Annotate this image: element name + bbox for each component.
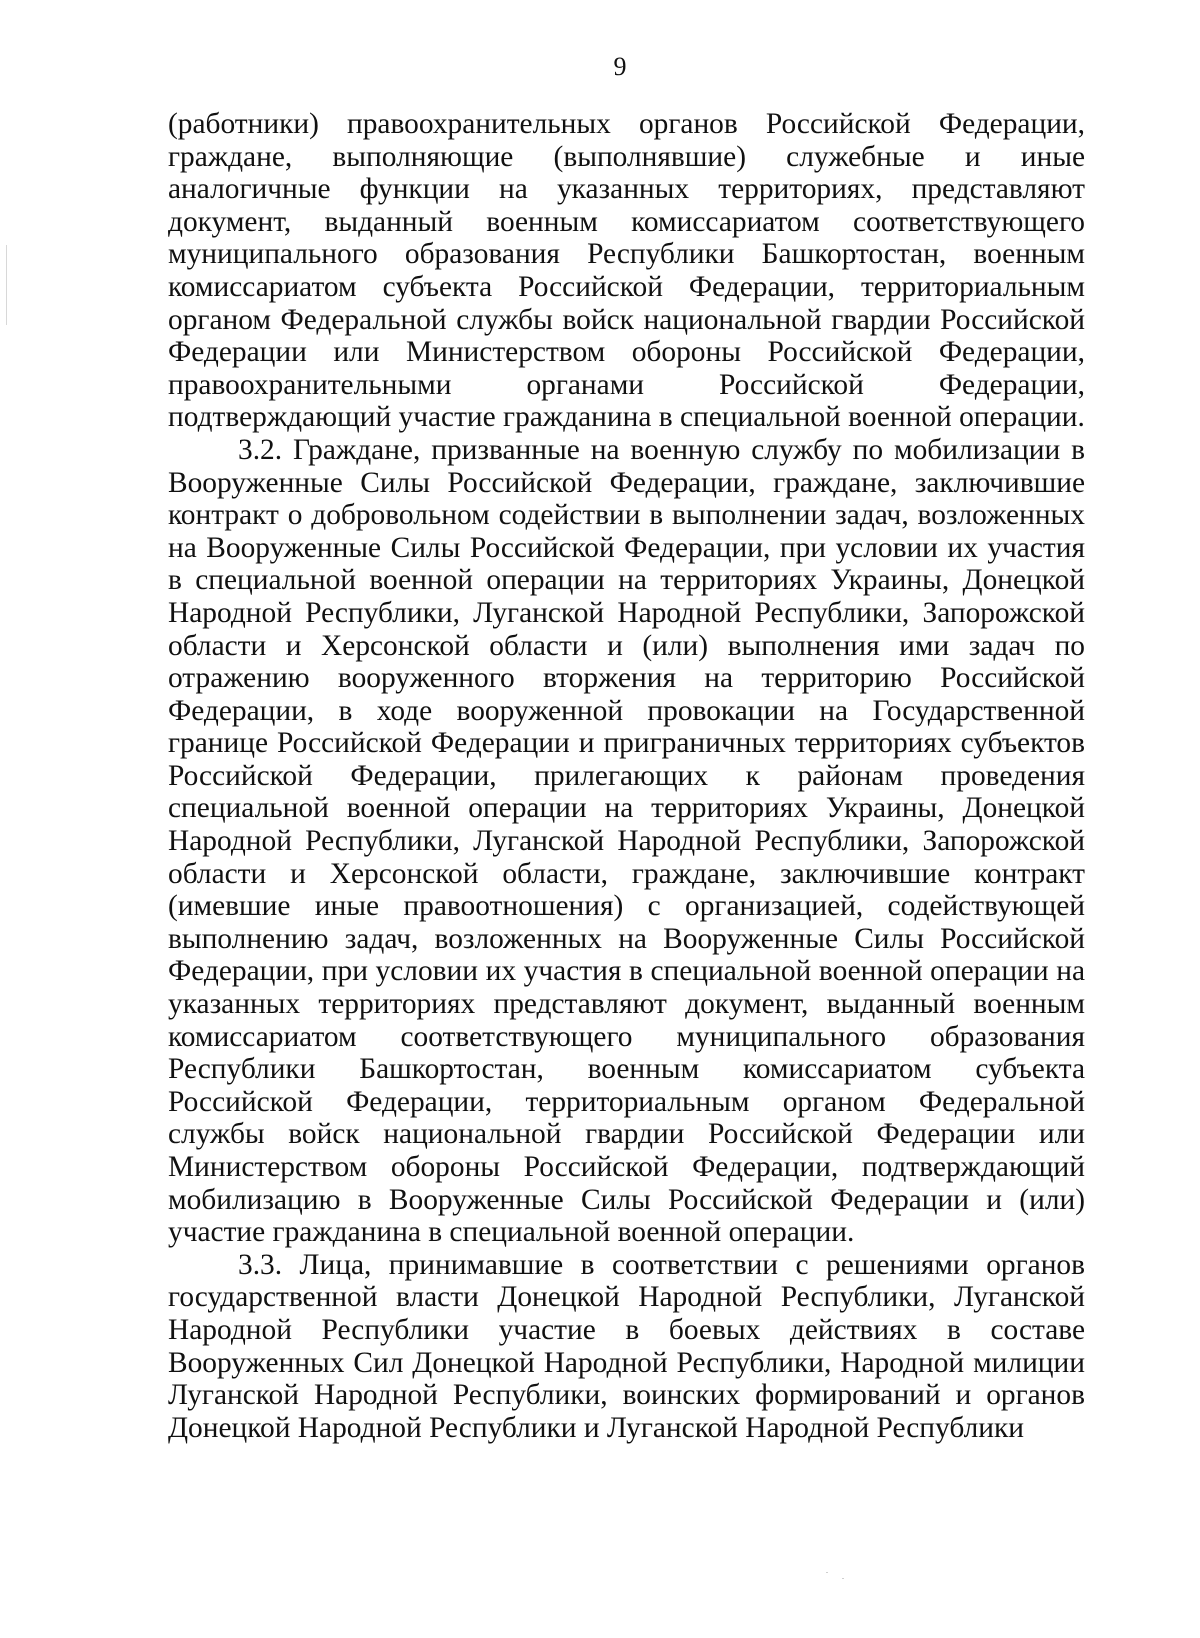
document-body <box>168 108 1085 1444</box>
scan-speck <box>826 1572 828 1573</box>
paragraph-3-3: 3.3. Лица, принимавшие в соответствии с решениями органов государственной власти Донецкой Народной Республики, Луганской Народной Республики участие в боевых действиях в составе Вооруженных Сил Донецкой Народной Республики, Народной милиции Луганской Народной Республики, воинских формирований и органов Донецкой Народной Республики и Луганской Народной Республики <box>168 1248 1085 1444</box>
paragraph-3-2: 3.2. Граждане, призванные на военную службу по мобилизации в Вооруженные Силы Российской Федерации, граждане, заключившие контракт о добровольном содействии в выполнении задач, возложенных на Вооруженные Силы Российской Федерации, при условии их участия в специальной военной операции на территориях Украины, Донецкой Народной Республики, Луганской Народной Республики, Запорожской области и Херсонской области и (или) выполнения ими задач по отражению вооруженного вторжения на территорию Российской Федерации, в ходе вооруженной провокации на Государственной границе Российской Федерации и приграничных территориях субъектов Российской Федерации, прилегающих к районам проведения специальной военной операции на территориях Украины, Донецкой Народной Республики, Луганской Народной Республики, Запорожской области и Херсонской области, граждане, заключившие контракт (имевшие иные правоотношения) с организацией, содействующей выполнению задач, возложенных на Вооруженные Силы Российской Федерации, при условии их участия в специальной военной операции на указанных территориях представляют документ, выданный военным комиссариатом соответствующего муниципального образования Республики Башкортостан, военным комиссариатом субъекта Российской Федерации, территориальным органом Федеральной службы войск национальной гвардии Российской Федерации или Министерством обороны Российской Федерации, подтверждающий мобилизацию в Вооруженные Силы Российской Федерации и (или) участие гражданина в специальной военной операции. <box>168 433 1085 1249</box>
paragraph-continuation: (работники) правоохранительных органов Российской Федерации, граждане, выполняющие (выполнявшие) служебные и иные аналогичные функции на указанных территориях, представляют документ, выданный военным комиссариатом соответствующего муниципального образования Республики Башкортостан, военным комиссариатом субъекта Российской Федерации, территориальным органом Федеральной службы войск национальной гвардии Российской Федерации или Министерством обороны Российской Федерации, правоохранительными органами Российской Федерации, подтверждающий участие гражданина в специальной военной операции. <box>168 108 1085 434</box>
scan-speck <box>842 1578 844 1579</box>
page-number: 9 <box>613 52 627 81</box>
scan-margin-mark <box>6 245 7 325</box>
